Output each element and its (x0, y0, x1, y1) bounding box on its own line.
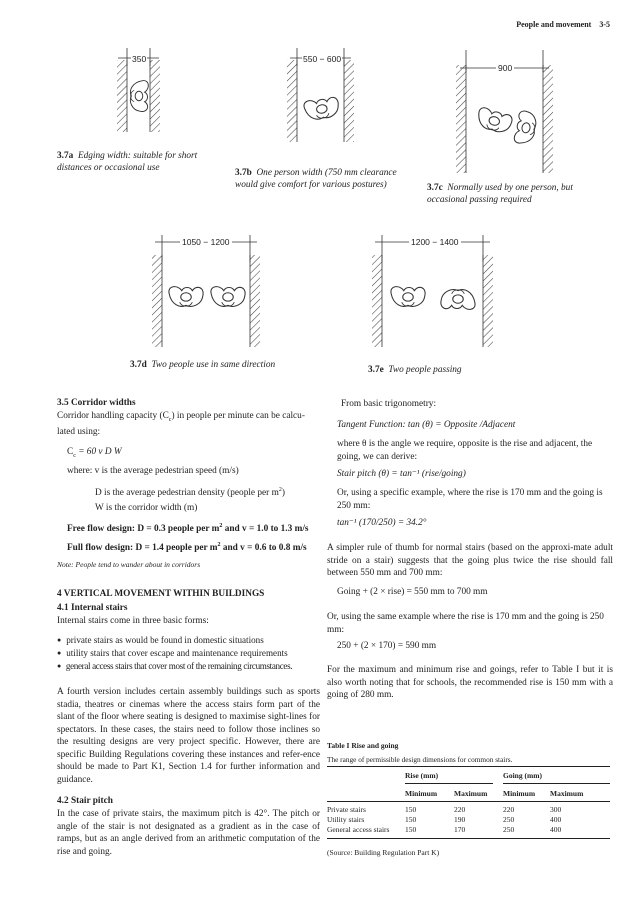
figure-b-label: 3.7b (235, 168, 252, 178)
pitch-formula: Stair pitch (θ) = tan⁻¹ (rise/going) (337, 469, 466, 479)
figure-a-caption (57, 150, 222, 174)
page-number: 3-5 (599, 20, 610, 29)
table-cell: 250 (503, 825, 515, 834)
internal-stairs-heading: 4.1 Internal stairs (57, 603, 128, 613)
internal-stairs-intro: Internal stairs come in three basic forms: (57, 616, 209, 626)
figure-d-dimension: 1050 − 1200 (182, 237, 230, 247)
table-sub-header: Minimum (503, 789, 536, 798)
table-cell: 150 (405, 805, 417, 814)
where-v: where: v is the average pedestrian speed (m/s) (67, 466, 239, 476)
table-cell: 400 (550, 825, 562, 834)
table-description: The range of permissible design dimensions for common stairs. (327, 755, 513, 764)
table-cell: 190 (454, 815, 466, 824)
formula-rest: = 60 v D W (75, 447, 122, 457)
vertical-movement-heading: 4 VERTICAL MOVEMENT WITHIN BUILDINGS (57, 589, 265, 599)
calc-result: 250 + (2 × 170) = 590 mm (337, 641, 437, 651)
stair-pitch-paragraph: In the case of private stairs, the maximum pitch is 42°. The pitch or angle of the stair is not designated as a gradient as in the case of ramps, but as an angle derived from an arithmetic computation of the rise and going. (57, 809, 320, 857)
full-flow-end: and v = 0.6 to 0.8 m/s (220, 543, 307, 554)
figure-c-dimension: 900 (498, 63, 513, 73)
corridor-intro-text-2: ) in people per minute can be calcu- (171, 411, 305, 421)
corridor-intro-text: Corridor handling capacity (C (57, 411, 169, 421)
table-group-header-going: Going (mm) (503, 771, 542, 780)
rule-of-thumb-paragraph: A simpler rule of thumb for normal stairs (based on the approxi-mate adult stride on a stair) suggests that the going plus twice the rise should fall between 550 mm and 700 mm: (327, 543, 613, 578)
corridor-intro-text-3: lated using: (57, 427, 101, 438)
table-group-header-rise: Rise (mm) (405, 771, 439, 780)
table-sub-header: Maximum (454, 789, 488, 798)
trig-intro: From basic trigonometry: (341, 399, 437, 409)
table-title: Table I Rise and going (327, 741, 399, 750)
corridor-intro (57, 410, 319, 439)
table-cell: 150 (405, 815, 417, 824)
where-theta: where θ is the angle we require, opposite is the rise and adjacent, the going, we can derive: (337, 439, 593, 462)
where-w: W is the corridor width (m) (95, 503, 198, 513)
where-d (95, 484, 285, 500)
corridor-note: Note: People tend to wander about in corridors (57, 560, 201, 569)
pitch-result: tan⁻¹ (170/250) = 34.2° (337, 518, 427, 528)
table-cell: 220 (454, 805, 466, 814)
table-cell: 300 (550, 805, 562, 814)
figure-b-caption (235, 167, 410, 191)
stair-pitch-heading: 4.2 Stair pitch (57, 796, 113, 806)
corridor-intro-sub: c (168, 416, 172, 423)
free-flow-design (67, 520, 309, 536)
table-sub-header: Maximum (550, 789, 584, 798)
table-sub-header: Minimum (405, 789, 438, 798)
figure-c-label: 3.7c (427, 183, 443, 193)
figure-a-text: Edging width: suitable for short distances or occasional use (57, 151, 198, 173)
where-d-text: D is the average pedestrian density (people per m (95, 488, 279, 499)
corridor-heading: 3.5 Corridor widths (57, 398, 136, 408)
figure-c-text: Normally used by one person, but occasional passing required (427, 183, 573, 205)
tangent-function: Tangent Function: tan (θ) = Opposite /Adjacent (337, 420, 516, 430)
formula-sub: c (73, 452, 76, 459)
figure-d-caption (130, 359, 330, 371)
free-flow-sup: 2 (219, 523, 223, 529)
same-example: Or, using the same example where the rise is 170 mm and the going is 250 mm: (327, 612, 604, 635)
figure-e-label: 3.7e (368, 365, 384, 375)
figure-c-caption (427, 182, 602, 206)
figure-e-text: Two people passing (388, 365, 462, 375)
figure-d-label: 3.7d (130, 360, 147, 370)
figure-a-dimension: 350 (132, 54, 147, 64)
full-flow-sup: 2 (217, 542, 221, 548)
figure-b-text: One person width (750 mm clearance would give comfort for various postures) (235, 168, 397, 190)
figure-d-drawing (152, 235, 260, 347)
full-flow-text: Full flow design: D = 1.4 people per m (67, 543, 218, 554)
full-flow-design (67, 539, 307, 555)
stairs-types-list (57, 634, 322, 673)
rise-group-rule (405, 783, 493, 784)
table-cell: 400 (550, 815, 562, 824)
table-cell: 170 (454, 825, 466, 834)
table-top-rule (327, 766, 610, 767)
figure-e-drawing (372, 235, 493, 347)
figure-e-caption (368, 364, 528, 376)
figure-a-label: 3.7a (57, 151, 74, 161)
free-flow-text: Free flow design: D = 0.3 people per m (67, 524, 220, 535)
table-row-label: Private stairs (327, 805, 366, 814)
table-source: (Source: Building Regulation Part K) (327, 848, 440, 857)
formula-c: C (67, 447, 74, 457)
table-cell: 220 (503, 805, 515, 814)
where-d-end: ) (281, 488, 285, 499)
table-cell: 150 (405, 825, 417, 834)
specific-example: Or, using a specific example, where the rise is 170 mm and the going is 250 mm: (337, 488, 603, 511)
figure-d-text: Two people use in same direction (151, 360, 276, 370)
refer-paragraph: For the maximum and minimum rise and goings, refer to Table I but it is also worth noting that for schools, the recommended rise is 150 mm with a going of 280 mm. (327, 665, 613, 700)
table-row-label: Utility stairs (327, 815, 365, 824)
figure-b-dimension: 550 − 600 (303, 54, 342, 64)
figure-e-dimension: 1200 − 1400 (411, 237, 459, 247)
going-rule: Going + (2 × rise) = 550 mm to 700 mm (337, 587, 488, 597)
table-header-rule (327, 801, 610, 802)
fourth-version-paragraph: A fourth version includes certain assembly buildings such as sports stadia, theatres or cinemas where the access stairs form part of the slant of the floor where seating is designed to maximise sight-lines for spectators. In these cases, the stairs need to follow those inclines so the resulting designs are very project specific. However, there are specific Building Regulations covering these instances and refer-ence should be made to Part K1, Section 1.4 for further information and guidance. (57, 687, 320, 785)
table-row-label: General access stairs (327, 825, 390, 834)
list-item: ● general access stairs that cover most of the remaining circumstances. (57, 660, 322, 673)
list-item: ● utility stairs that cover escape and maintenance requirements (57, 647, 322, 660)
capacity-formula (67, 446, 122, 462)
table-bottom-rule (327, 838, 610, 839)
where-d-sup: 2 (278, 487, 282, 493)
going-group-rule (503, 783, 610, 784)
free-flow-end: and v = 1.0 to 1.3 m/s (222, 524, 309, 535)
running-title: People and movement (516, 20, 592, 29)
table-cell: 250 (503, 815, 515, 824)
list-item: ● private stairs as would be found in domestic situations (57, 634, 322, 647)
